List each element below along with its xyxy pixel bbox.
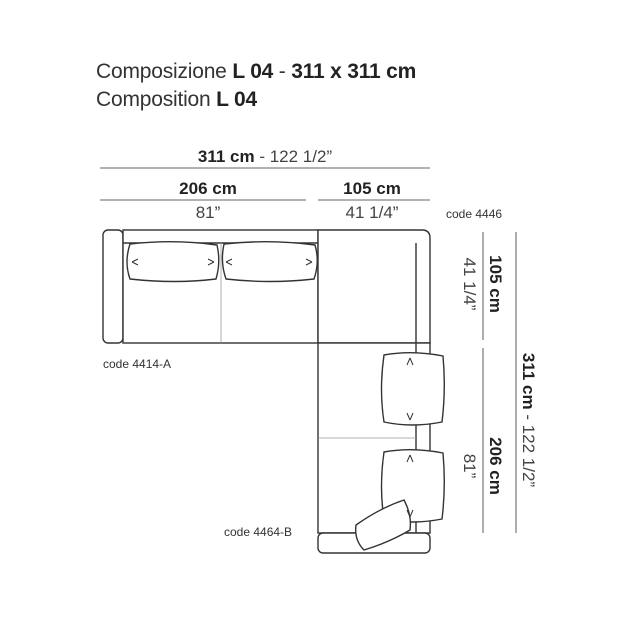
title-separator: - — [273, 60, 292, 83]
back-cushion-top-right — [222, 242, 317, 282]
left-section-cm: 206 cm — [179, 179, 237, 198]
overall-side-cm: 311 cm — [519, 352, 538, 410]
overall-side-sep: - — [519, 409, 538, 425]
right-bottom-vertical-inch: 81” — [460, 453, 479, 479]
overall-top-label — [198, 147, 333, 166]
code-bottom-module-label: code 4464-B — [224, 525, 293, 539]
overall-side-label — [519, 353, 538, 488]
title-size: 311 x 311 cm — [291, 60, 417, 83]
right-section-inch: 41 1/4” — [345, 203, 399, 222]
left-armrest — [103, 230, 123, 343]
title-prefix-en: Composition — [96, 88, 217, 111]
overall-side-inch: 122 1/2” — [519, 424, 538, 488]
overall-top-sep: - — [254, 147, 270, 166]
title-model-en: L 04 — [216, 88, 257, 111]
overall-top-inch: 122 1/2” — [269, 147, 333, 166]
right-section-cm: 105 cm — [343, 179, 401, 198]
title-model-it: L 04 — [232, 60, 274, 83]
module-4446-corner — [318, 230, 430, 343]
right-top-vertical-inch: 41 1/4” — [460, 257, 479, 311]
dimension-lines — [100, 168, 516, 533]
code-left-module-label: code 4414-A — [103, 357, 172, 371]
code-corner-label: code 4446 — [446, 207, 503, 221]
right-top-vertical-cm: 105 cm — [486, 255, 505, 313]
right-bottom-vertical-cm: 206 cm — [486, 437, 505, 495]
overall-top-cm: 311 cm — [197, 147, 255, 166]
left-section-inch: 81” — [195, 203, 221, 222]
title-prefix-it: Composizione — [96, 60, 233, 83]
back-cushion-top-left — [127, 242, 219, 282]
